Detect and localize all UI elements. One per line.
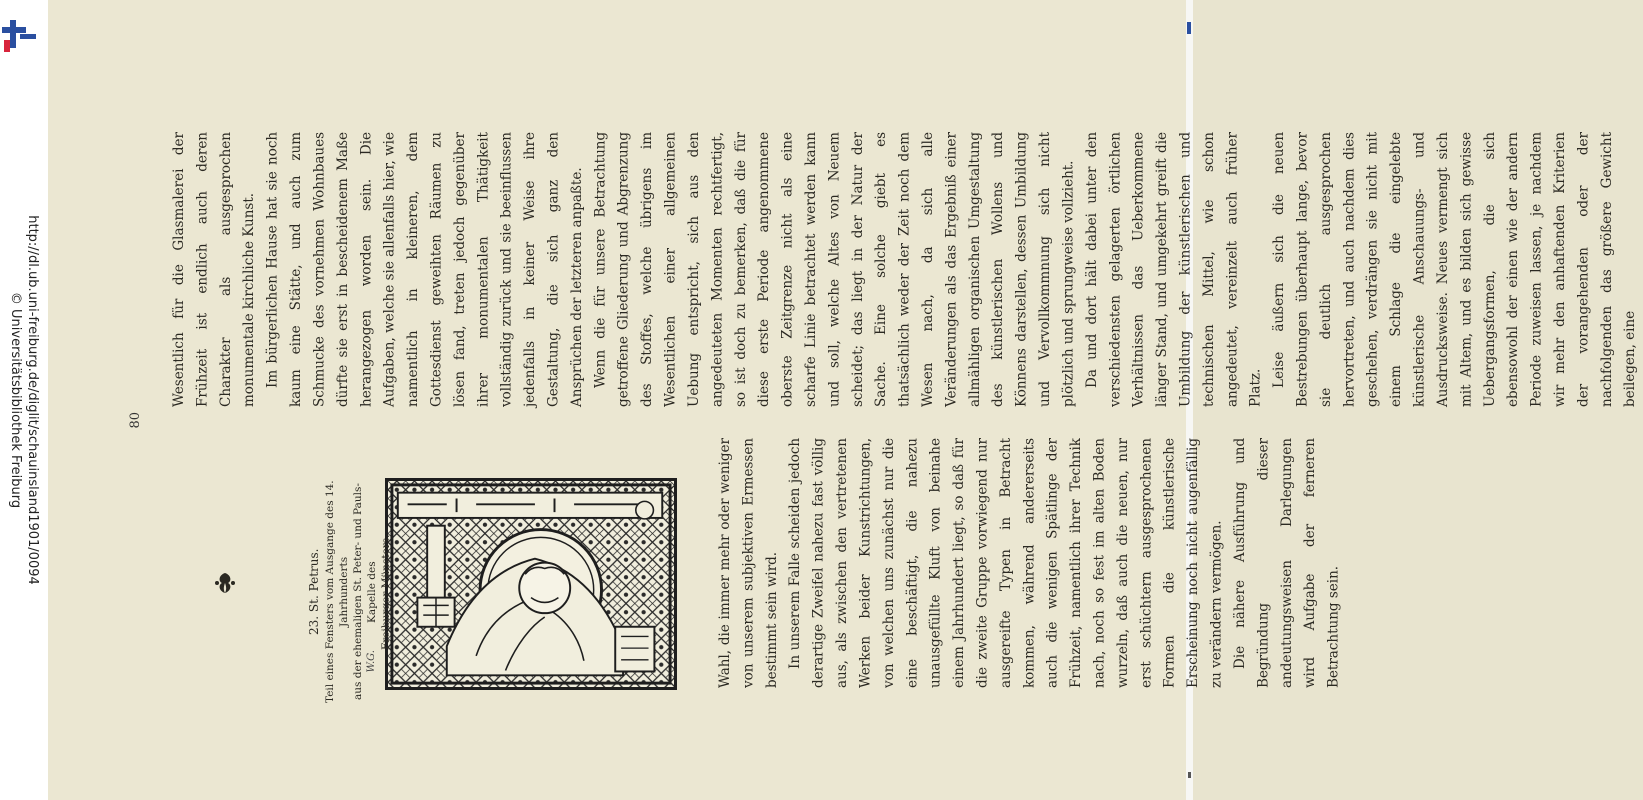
- paragraph: Wenn die für unsere Betrachtung getroffene Gliederung und Abgrenzung des Stoffes, welche übrigens im Wesentlichen einer allgemeinen Uebung entspricht, sich aus den angedeuteten Momenten rechtfertigt, so ist doch zu bemerken, daß die für diese erste Periode angenommene oberste Zeitgrenze nicht als eine scharfe Linie betrachtet werden kann und soll, welche Altes von Neuem scheidet; das liegt in der Natur der Sache. Eine solche giebt es thatsächlich weder der Zeit noch dem Wesen nach, da sich alle Veränderungen als das Ergebniß einer allmähligen organischen Umgestaltung des künstlerischen Wollens und Könnens darstellen, dessen Umbildung und Vervollkommnung sich nicht plötzlich und sprungweise vollzieht.: [592, 132, 1077, 407]
- ub-freiburg-logo-icon: [0, 14, 40, 54]
- paragraph: Leise äußern sich die neuen Bestrebungen überhaupt lange, bevor sie deutlich ausgesprochen hervortreten, und auch nachdem dies geschehen, verdrängen sie nicht mit einem Schlage die eingelebte künstlerische Anschauungs- und Ausdrucksweise. Neues vermengt sich mit Altem, und es bilden sich gewisse Uebergangsformen, die sich ebensowohl der einen wie der andern Periode zuweisen lassen, je nachdem wir mehr den anhaftenden Kriterien der vorangehenden oder der nachfolgenden das größere Gewicht beilegen, eine: [1271, 132, 1639, 407]
- copyright-notice: © Universitätsbibliothek Freiburg: [8, 291, 23, 509]
- viewer-sidebar: [0, 0, 48, 800]
- source-citation: [7, 215, 41, 585]
- paragraph: Im bürgerlichen Hause hat sie noch kaum eine Stätte, und auch zum Schmucke des vornehmen Wohnbaues dürfte sie erst in bescheidenem Maße herangezogen worden sein. Die Aufgaben, welche sie allenfalls hier, wie namentlich in kleineren, dem Gottesdienst geweihten Räumen zu lösen fand, treten jedoch gegenüber ihrer monumentalen Thätigkeit vollständig zurück und sie beeinflussen jedenfalls in keiner Weise ihre Gestaltung, die sich ganz den Ansprüchen der letzteren anpaßte.: [264, 132, 585, 407]
- caption-title: 23. St. Petrus.: [307, 548, 321, 636]
- st-peter-window-drawing: [388, 481, 674, 687]
- text-column-left: [168, 132, 1639, 407]
- fleuron-ornament-icon: [212, 570, 238, 596]
- stained-glass-illustration: [385, 478, 677, 690]
- source-url[interactable]: http://dl.ub.uni-freiburg.de/diglit/schauinsland1901/0094: [25, 215, 40, 585]
- page-number: 80: [128, 412, 143, 429]
- caption-line: Freiburger Münsters.: [380, 534, 392, 650]
- paragraph: Die nähere Ausführung und Begründung dieser andeutungsweisen Darlegungen wird Aufgabe der ferneren Betrachtung sein.: [1231, 438, 1342, 688]
- logo-fragment-icon: [1187, 22, 1191, 34]
- paragraph: Wahl, die immer mehr oder weniger von unserem subjektiven Ermessen bestimmt sein wird.: [717, 438, 780, 688]
- paragraph: Wesentlich für die Glasmalerei der Frühzeit ist endlich auch deren Charakter als ausgesprochen monumentale kirchliche Kunst.: [171, 132, 258, 407]
- text-column-right: [714, 438, 1342, 688]
- caption-line: aus der ehemaligen St. Peter- und Pauls-Kapelle des: [352, 483, 378, 701]
- edge-mark: [1188, 772, 1191, 778]
- paragraph: In unserem Falle scheiden jedoch derartige Zweifel nahezu fast völlig aus, als zwischen den vertretenen Werken beider Kunstrichtungen, von welchen uns zunächst nur die eine beschäftigt, die nahezu unausgefüllte Kluft von beinahe einem Jahrhundert liegt, so daß für die zweite Gruppe vorwiegend nur ausgereifte Typen in Betracht kommen, während andererseits auch die wenigen Spätlinge der Frühzeit, namentlich ihrer Technik nach, noch so fest im alten Boden wurzeln, daß auch die neuen, nur erst schüchtern ausgesprochenen Formen die künstlerische Erscheinung noch nicht augenfällig zu verändern vermögen.: [787, 438, 1225, 688]
- artist-signature: W.G.: [366, 650, 377, 673]
- paragraph: Da und dort hält dabei unter den verschiedensten gelagerten örtlichen Verhältnissen das Ueberkommene länger Stand, und umgekehrt greift die Umbildung der künstlerischen und technischen Mittel, wie schon angedeutet, vereinzelt auch früher Platz.: [1083, 132, 1264, 407]
- caption-line: Teil eines Fensters vom Ausgange des 14. Jahrhunderts: [324, 480, 350, 704]
